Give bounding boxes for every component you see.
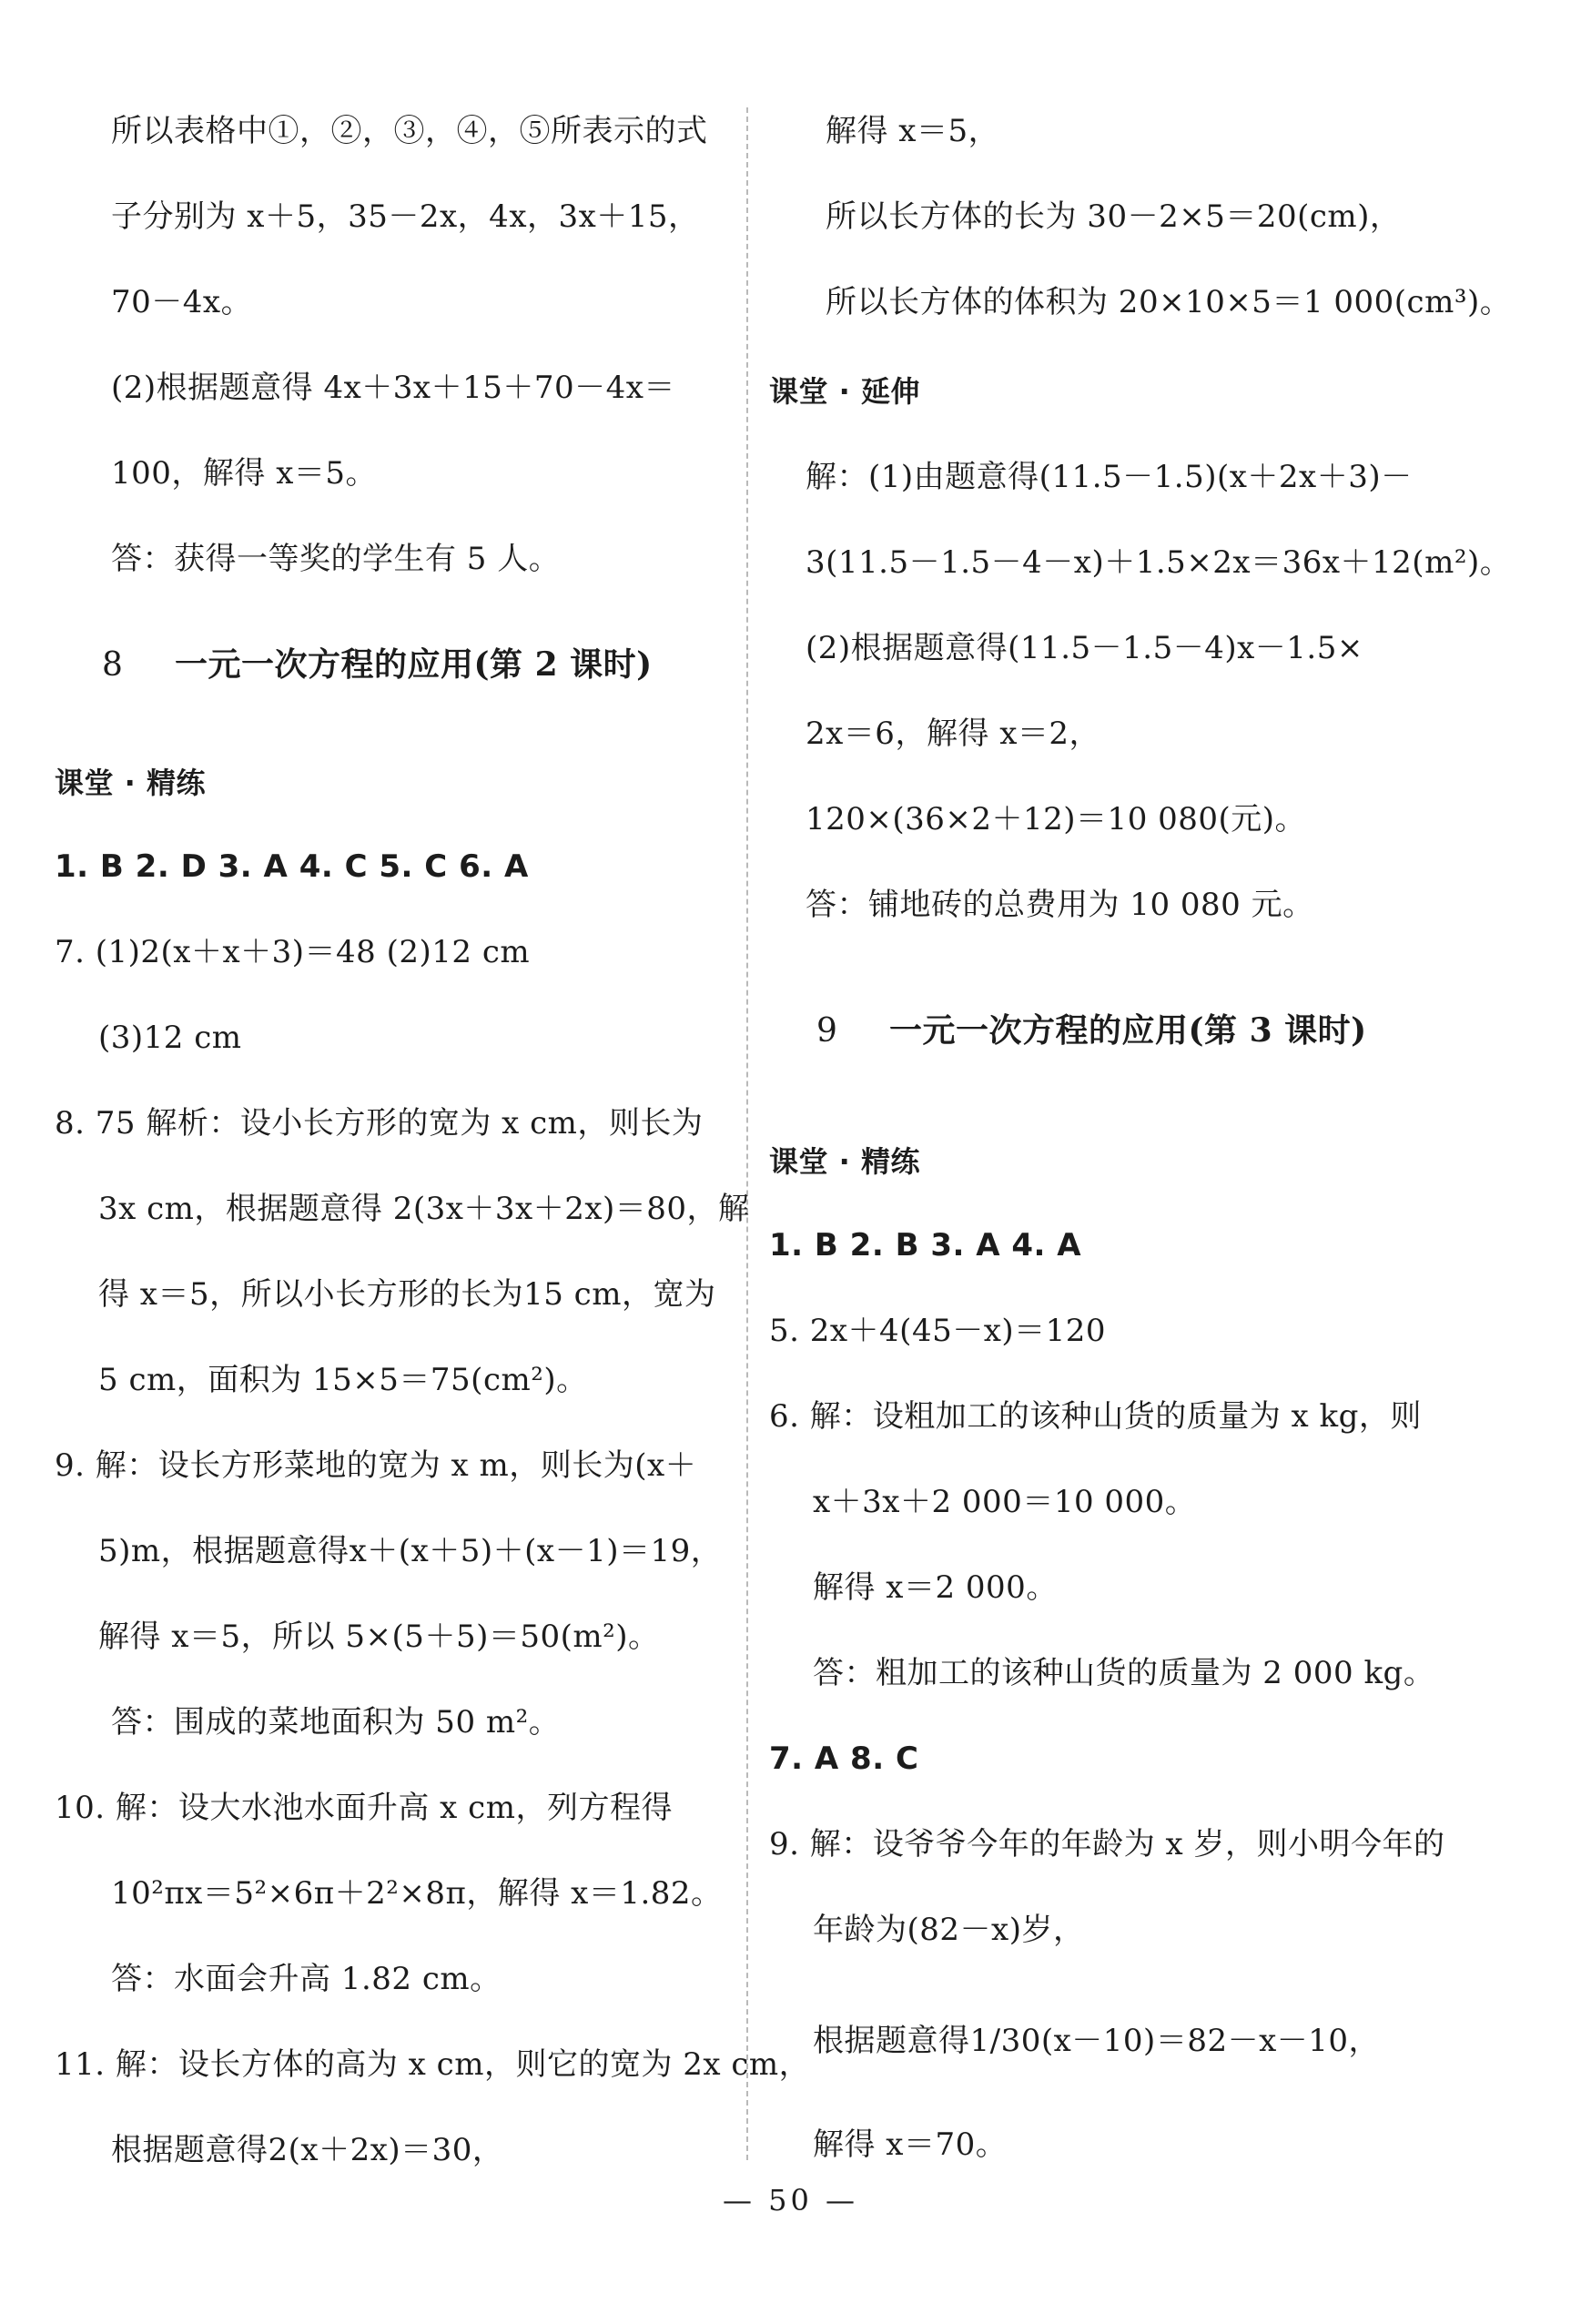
section-title-9 [769, 1009, 1367, 1053]
answer-line: 10²πx＝5²×6π＋2²×8π，解得 x＝1.82。 [111, 1875, 723, 1912]
answer-line: x＋3x＋2 000＝10 000。 [813, 1484, 1197, 1520]
answer-line: 120×(36×2＋12)＝10 080(元)。 [806, 801, 1307, 837]
subsection-heading: 课堂 · 精练 [55, 766, 206, 800]
section-title-text: 一元一次方程的应用(第 3 课时) [889, 1011, 1367, 1050]
answer-line: 5)m，根据题意得x＋(x＋5)＋(x－1)＝19， [98, 1533, 723, 1569]
subsection-heading: 课堂 · 延伸 [769, 374, 920, 409]
answer-line: 解得 x＝5， [826, 113, 1000, 149]
section-number: 8 [102, 646, 124, 684]
answer-line: 答：围成的菜地面积为 50 m²。 [111, 1704, 561, 1740]
answer-line: 7. A 8. C [769, 1740, 919, 1777]
answer-line: 解得 x＝2 000。 [813, 1569, 1058, 1606]
answer-line: 答：粗加工的该种山货的质量为 2 000 kg。 [813, 1655, 1435, 1691]
answer-line: 1. B 2. B 3. A 4. A [769, 1227, 1082, 1263]
text-line: 子分别为 x＋5，35－2x，4x，3x＋15， [111, 198, 700, 235]
answer-line: 根据题意得2(x＋2x)＝30， [111, 2132, 504, 2168]
answer-line: (3)12 cm [98, 1020, 242, 1056]
answer-line: 解得 x＝70。 [813, 2126, 1008, 2163]
text-line: 70－4x。 [111, 284, 253, 320]
answer-line: 根据题意得1/30(x－10)＝82－x－10， [813, 2023, 1381, 2059]
answer-line: 答：水面会升高 1.82 cm。 [111, 1961, 502, 1997]
answer-line: 所以长方体的体积为 20×10×5＝1 000(cm³)。 [826, 284, 1512, 320]
answer-line: 解得 x＝5，所以 5×(5＋5)＝50(m²)。 [98, 1619, 660, 1655]
section-title-8 [55, 643, 653, 687]
answer-line: 2x＝6，解得 x＝2， [806, 715, 1101, 752]
answer-line: 9. 解：设长方形菜地的宽为 x m，则长为(x＋ [55, 1447, 697, 1484]
text-line: 100，解得 x＝5。 [111, 455, 378, 492]
answer-line: 7. (1)2(x＋x＋3)＝48 (2)12 cm [55, 934, 531, 970]
answer-line: 9. 解：设爷爷今年的年龄为 x 岁，则小明今年的 [769, 1826, 1445, 1862]
answer-line: 6. 解：设粗加工的该种山货的质量为 x kg，则 [769, 1398, 1422, 1435]
answer-line: 得 x＝5，所以小长方形的长为15 cm，宽为 [98, 1276, 716, 1313]
page-number: — 50 — [722, 2183, 859, 2217]
answer-line: 10. 解：设大水池水面升高 x cm，列方程得 [55, 1790, 673, 1826]
answer-line: 3x cm，根据题意得 2(3x＋3x＋2x)＝80，解 [98, 1191, 750, 1227]
answer-line: (2)根据题意得(11.5－1.5－4)x－1.5× [806, 630, 1363, 666]
column-divider [746, 107, 748, 2160]
text-line: 答：获得一等奖的学生有 5 人。 [111, 541, 561, 577]
text-line: (2)根据题意得 4x＋3x＋15＋70－4x＝ [111, 370, 675, 406]
answer-line: 3(11.5－1.5－4－x)＋1.5×2x＝36x＋12(m²)。 [806, 544, 1512, 581]
answer-line: 5 cm，面积为 15×5＝75(cm²)。 [98, 1362, 588, 1398]
answer-line: 年龄为(82－x)岁， [813, 1912, 1085, 1948]
subsection-heading: 课堂 · 精练 [769, 1144, 920, 1179]
answer-line: 5. 2x＋4(45－x)＝120 [769, 1313, 1107, 1349]
section-number: 9 [816, 1012, 838, 1050]
answer-line: 解：(1)由题意得(11.5－1.5)(x＋2x＋3)－ [806, 459, 1413, 495]
section-title-text: 一元一次方程的应用(第 2 课时) [175, 645, 653, 684]
answer-line: 1. B 2. D 3. A 4. C 5. C 6. A [55, 848, 529, 885]
answer-line: 答：铺地砖的总费用为 10 080 元。 [806, 887, 1314, 923]
answer-line: 11. 解：设长方体的高为 x cm，则它的宽为 2x cm， [55, 2046, 811, 2083]
answer-line: 8. 75 解析：设小长方形的宽为 x cm，则长为 [55, 1105, 704, 1142]
text-line: 所以表格中①，②，③，④，⑤所表示的式 [111, 113, 708, 149]
answer-line: 所以长方体的长为 30－2×5＝20(cm)， [826, 198, 1402, 235]
